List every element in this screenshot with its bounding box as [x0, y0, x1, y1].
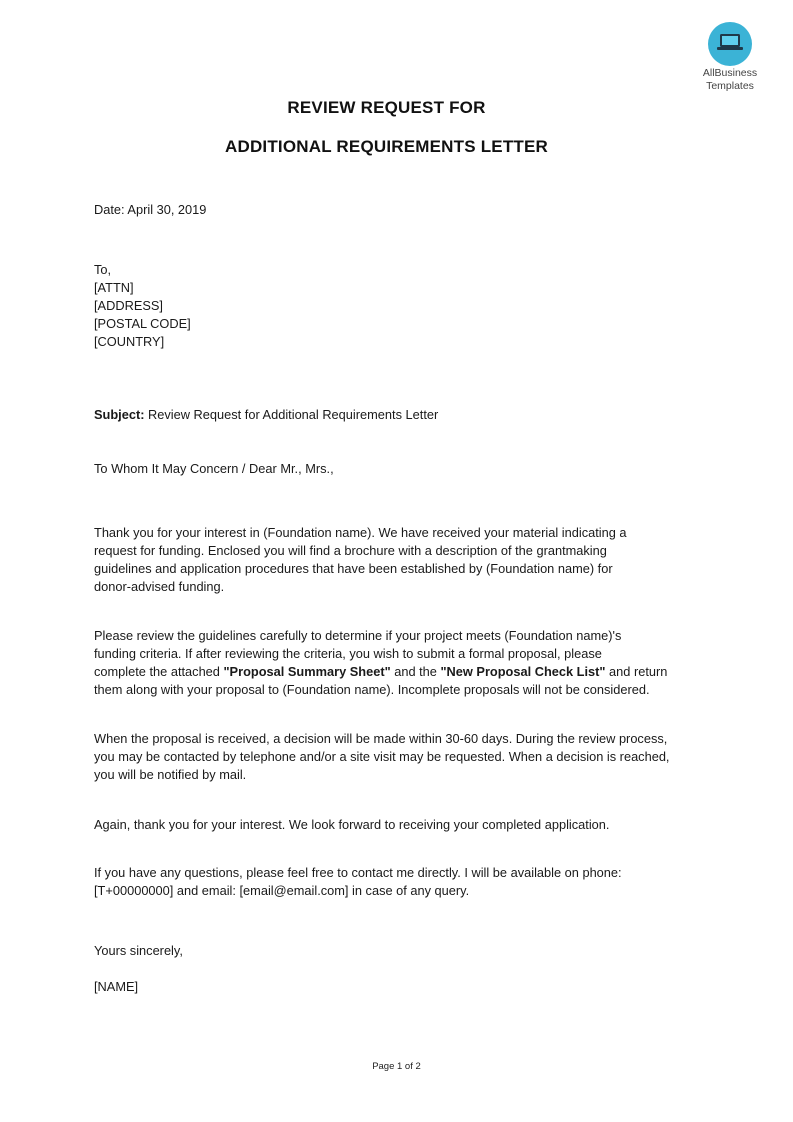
subject-text: Review Request for Additional Requirements Letter: [144, 407, 439, 422]
subject-line: [94, 406, 438, 424]
proposal-summary-sheet-ref: "Proposal Summary Sheet": [223, 664, 391, 679]
paragraph-2-text: and return: [605, 664, 668, 679]
recipient-attn: [ATTN]: [94, 280, 134, 295]
logo-circle: [708, 22, 752, 66]
paragraph-2-line: them along with your proposal to (Foundation name). Incomplete proposals will not be considered.: [94, 682, 650, 697]
recipient-postal-code: [POSTAL CODE]: [94, 316, 191, 331]
subject-label: Subject:: [94, 407, 145, 422]
paragraph-1-line: request for funding. Enclosed you will find a brochure with a description of the grantmaking: [94, 543, 607, 558]
paragraph-5-line: [T+00000000] and email: [email@email.com] in case of any query.: [94, 883, 470, 898]
letter-date: Date: April 30, 2019: [94, 202, 207, 217]
paragraph-5-line: If you have any questions, please feel free to contact me directly. I will be available on phone:: [94, 865, 622, 880]
paragraph-5: [94, 864, 714, 900]
document-title-line2: ADDITIONAL REQUIREMENTS LETTER: [224, 137, 549, 156]
logo-text-line1: AllBusiness: [702, 67, 758, 79]
page-number: Page 1 of 2: [372, 1061, 421, 1072]
paragraph-2-line: [94, 663, 714, 681]
paragraph-2-text: and the: [390, 664, 441, 679]
closing: Yours sincerely,: [94, 943, 183, 958]
paragraph-3-line: When the proposal is received, a decision will be made within 30-60 days. During the review process,: [94, 731, 668, 746]
paragraph-4: Again, thank you for your interest. We look forward to receiving your completed application.: [94, 817, 610, 832]
recipient-address: [ADDRESS]: [94, 298, 163, 313]
paragraph-2: [94, 627, 714, 699]
paragraph-3-line: you may be contacted by telephone and/or a site visit may be requested. When a decision is reached,: [94, 749, 670, 764]
paragraph-2-line: Please review the guidelines carefully to determine if your project meets (Foundation name)'s: [94, 628, 622, 643]
laptop-icon: [716, 31, 744, 55]
signature-name: [NAME]: [94, 979, 139, 994]
paragraph-1: [94, 524, 714, 596]
paragraph-1-line: Thank you for your interest in (Foundation name). We have received your material indicating a: [94, 525, 627, 540]
allbusiness-templates-logo: [690, 22, 770, 92]
logo-text-line2: Templates: [706, 80, 754, 92]
recipient-country: [COUNTRY]: [94, 334, 165, 349]
paragraph-2-line: funding criteria. If after reviewing the criteria, you wish to submit a formal proposal, please: [94, 646, 602, 661]
paragraph-3: [94, 730, 714, 784]
new-proposal-check-list-ref: "New Proposal Check List": [440, 664, 606, 679]
document-title-line1: REVIEW REQUEST FOR: [287, 98, 486, 117]
paragraph-1-line: donor-advised funding.: [94, 579, 225, 594]
paragraph-3-line: you will be notified by mail.: [94, 767, 247, 782]
paragraph-1-line: guidelines and application procedures that have been established by (Foundation name) for: [94, 561, 613, 576]
paragraph-2-text: complete the attached: [94, 664, 224, 679]
salutation: To Whom It May Concern / Dear Mr., Mrs.,: [94, 461, 334, 476]
recipient-to: To,: [94, 262, 112, 277]
